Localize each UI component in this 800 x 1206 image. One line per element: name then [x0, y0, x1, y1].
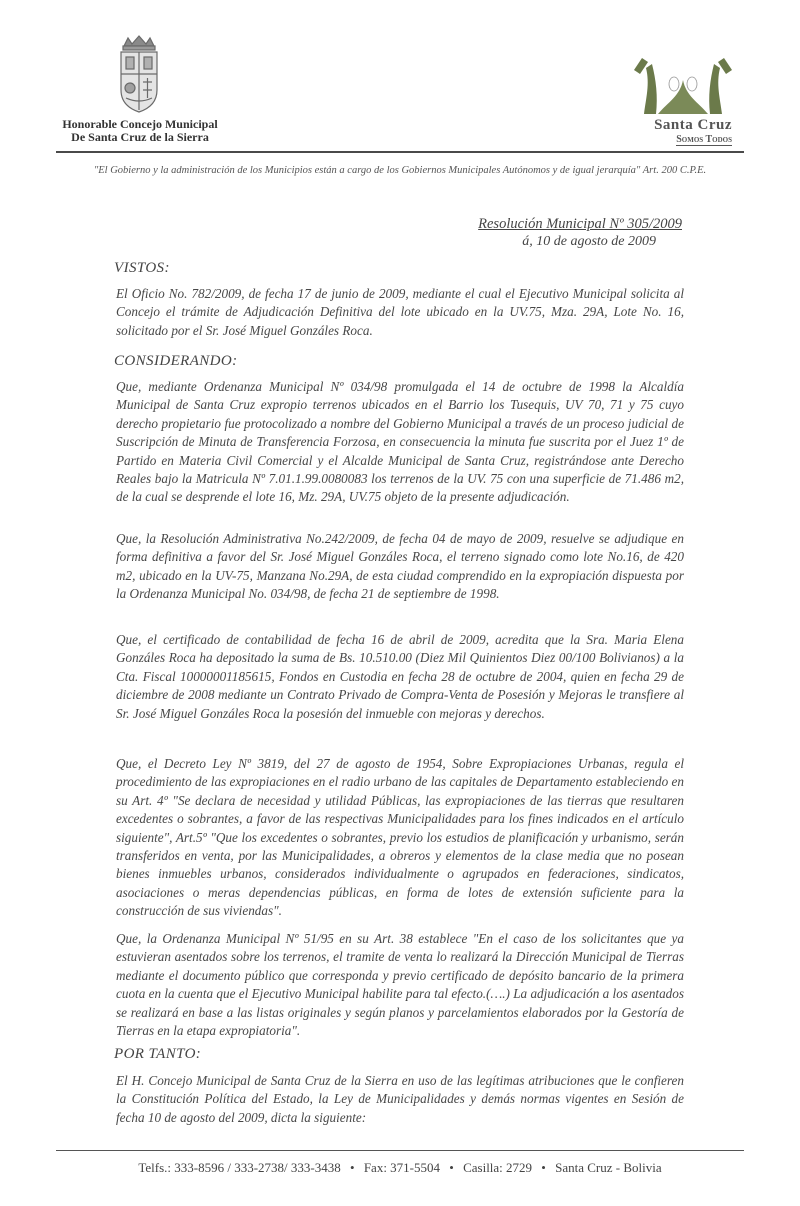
footer-phones: Telfs.: 333-8596 / 333-2738/ 333-3438: [138, 1160, 341, 1175]
footer-location: Santa Cruz - Bolivia: [555, 1160, 662, 1175]
footer-separator: •: [350, 1160, 355, 1175]
paragraph-vistos: El Oficio No. 782/2009, de fecha 17 de junio de 2009, mediante el cual el Ejecutivo Municipal solicita al Concejo el trámite de Adjudicación Definitiva del lote ubicado en la UV.75, Mza. 29A, Lote No. 16, solicitado por el Sr. José Miguel Gonzáles Roca.: [116, 286, 684, 338]
section-heading-por-tanto: POR TANTO:: [114, 1046, 202, 1062]
paragraph-considerando-1: Que, mediante Ordenanza Municipal Nº 034/98 promulgada el 14 de octubre de 1998 la Alcaldía Municipal de Santa Cruz expropio terrenos ubicados en el Barrio los Tusequis, UV 70, 71 y 75 cuyo derecho propietario fue protocolizado a nombre del Gobierno Municipal a través de un proceso judicial de Suscripción de Minuta de Transferencia Forzosa, en consecuencia la minuta fue suscrita por el Juez 1º de Partido en Materia Civil Comercial y el Alcalde Municipal de Santa Cruz, registrándose ante Derecho Reales bajo la Matricula Nº 7.01.1.99.0080083 los terrenos de la UV. 75 con una superficie de 71.486 m2, de la cual se desprende el lote 16, Mz. 29A, UV.75 objeto de la presente adjudicación.: [116, 379, 684, 505]
footer-separator: •: [541, 1160, 546, 1175]
brand-tagline-text: Somos Todos: [676, 134, 732, 145]
org-name-line2: De Santa Cruz de la Sierra: [71, 130, 209, 144]
brand-tagline: [612, 134, 732, 146]
santa-cruz-brand-logo: [628, 50, 738, 122]
section-heading-vistos: VISTOS:: [114, 260, 170, 276]
footer-separator: •: [449, 1160, 454, 1175]
footer-divider: [56, 1150, 744, 1151]
brand-name: Santa Cruz: [654, 117, 732, 133]
resolution-date: á, 10 de agosto de 2009: [522, 234, 656, 249]
header-divider: [56, 151, 744, 153]
coat-of-arms-logo: [112, 32, 166, 116]
constitutional-motto: "El Gobierno y la administración de los Municipios están a cargo de los Gobiernos Municipales Autónomos y de igual jerarquía" Art. 200 C.P.E.: [93, 165, 707, 176]
footer-contact: [56, 1160, 744, 1176]
paragraph-considerando-5: Que, la Ordenanza Municipal Nº 51/95 en su Art. 38 establece "En el caso de los solicitantes que ya estuvieran asentados sobre los terrenos, el tramite de venta lo realizará la Dirección Municipal de Tierras mediante el documento público que corresponda y previo certificado de depósito bancario de la primera cuota en la cuenta que el Ejecutivo Municipal habilite para tal efecto.(….) La adjudicación a los asentados se realizará en base a las listas originales y según planos y parcelamientos elaborados por la Gestoría de Tierras en la etapa expropiatoria".: [116, 931, 684, 1039]
footer-casilla: Casilla: 2729: [463, 1160, 533, 1175]
paragraph-considerando-4: Que, el Decreto Ley Nº 3819, del 27 de agosto de 1954, Sobre Expropiaciones Urbanas, regula el procedimiento de las expropiaciones en el radio urbano de las capitales de Departamento estableciendo en su Art. 4º "Se declara de necesidad y utilidad Públicas, las expropiaciones de las tierras que resultaren excedentes o sobrantes, a favor de las respectivas Municipalidades para los fines indicados en el artículo siguiente", Art.5º "Que los excedentes o sobrantes, previo los estudios de planificación y urbanismo, serán transferidos en venta, por las Municipalidades, a obreros y elementos de la clase media que no posean bienes inmuebles urbanos, considerados individualmente o agrupados en federaciones, sindicatos, asociaciones o meras dependencias públicas, en forma de lotes de extensión suficiente para la construcción de sus viviendas".: [116, 756, 684, 919]
org-name-line1: Honorable Concejo Municipal: [62, 117, 218, 131]
footer-fax: Fax: 371-5504: [363, 1160, 441, 1175]
paragraph-considerando-2: Que, la Resolución Administrativa No.242/2009, de fecha 04 de mayo de 2009, resuelve se adjudique en forma definitiva a favor del Sr. José Miguel Gonzáles Roca, el terreno signado como lote No.16, de 420 m2, ubicado en la UV-75, Manzana No.29A, de esta ciudad comprendido en la expropiación dispuesta por la Ordenanza Municipal No. 034/98, de fecha 21 de septiembre de 1998.: [116, 531, 684, 602]
paragraph-considerando-3: Que, el certificado de contabilidad de fecha 16 de abril de 2009, acredita que la Sra. Maria Elena Gonzáles Roca ha depositado la suma de Bs. 10.510.00 (Diez Mil Quinientos Diez 00/100 Bolivianos) a la Cta. Fiscal 10000001185615, Fondos en Custodia en fecha 28 de octubre de 2004, quien en fecha 29 de diciembre de 2008 mediante un Contrato Privado de Compra-Venta de Posesión y Mejoras le transfiere al Sr. José Miguel Gonzáles Roca la posesión del inmueble con mejoras y derechos.: [116, 632, 684, 721]
paragraph-por-tanto: El H. Concejo Municipal de Santa Cruz de la Sierra en uso de las legítimas atribuciones que le confieren la Constitución Política del Estado, la Ley de Municipalidades y demás normas vigentes en Sesión de fecha 10 de agosto del 2009, dicta la siguiente:: [116, 1073, 684, 1125]
resolution-title: Resolución Municipal Nº 305/2009: [478, 216, 682, 232]
organization-name: [40, 118, 240, 144]
section-heading-considerando: CONSIDERANDO:: [114, 353, 238, 369]
